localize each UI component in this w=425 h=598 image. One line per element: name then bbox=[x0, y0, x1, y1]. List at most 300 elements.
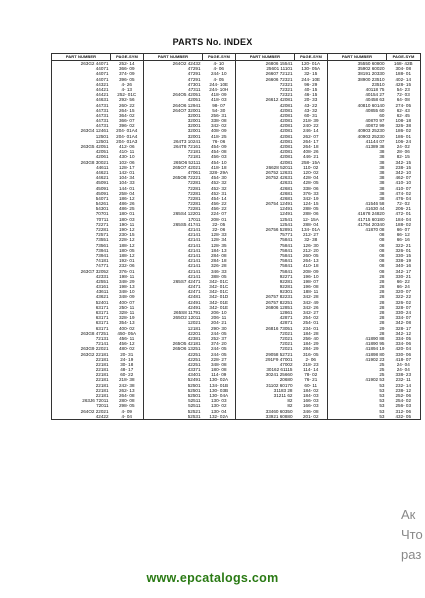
part-number-cell: 54301 bbox=[52, 206, 111, 211]
part-number-cell: 26628 52011 bbox=[236, 165, 295, 170]
page-sym-cell: 130- 04A bbox=[203, 393, 236, 398]
part-number-cell: 265S4 12201 bbox=[144, 211, 203, 216]
page-sym-cell: 292- 56 bbox=[111, 97, 144, 102]
page-sym-cell: 452- 31 bbox=[203, 191, 236, 196]
page-sym-cell: 486- 26 bbox=[111, 201, 144, 206]
part-number-cell: 74771 bbox=[52, 263, 111, 268]
page-sym-cell: 480- 02 bbox=[111, 346, 144, 351]
part-number-cell: 23510 bbox=[328, 82, 387, 87]
page-sym-cell: 196- 08 bbox=[295, 284, 328, 289]
part-number-cell: 42871 bbox=[236, 320, 295, 325]
page-sym-cell: 456- 11 bbox=[111, 336, 144, 341]
page-sym-cell: 104- 34 bbox=[111, 175, 144, 180]
page-sym-cell: 428- 04 bbox=[295, 175, 328, 180]
part-number-cell: 26754 12491 bbox=[236, 201, 295, 206]
part-number-cell: 60 bbox=[328, 113, 387, 118]
page-sym-cell: 454- 30 bbox=[203, 175, 236, 180]
page-sym-cell: 184- 13 bbox=[203, 248, 236, 253]
page-sym-cell: 4- 06 bbox=[203, 66, 236, 71]
part-number-cell: 72281 bbox=[144, 201, 203, 206]
part-number-cell: 08 bbox=[328, 232, 387, 237]
page-sym-cell: 334- 05 bbox=[387, 336, 421, 341]
page-sym-cell: 40- 15 bbox=[295, 87, 328, 92]
page-sym-cell: 30- 18 bbox=[111, 362, 144, 367]
part-number-cell: 44621 bbox=[52, 175, 111, 180]
part-number-cell: 28 bbox=[328, 294, 387, 299]
part-number-cell: 42381 bbox=[144, 336, 203, 341]
part-number-cell: 08 bbox=[328, 248, 387, 253]
page-sym-cell: 374- 20 bbox=[203, 341, 236, 346]
page-sym-cell: 256- 03 bbox=[387, 403, 421, 408]
part-number-cell: 08 bbox=[328, 237, 387, 242]
page-sym-cell: 284- 29 bbox=[295, 346, 328, 351]
part-number-cell: 265S8 11791 bbox=[144, 310, 203, 315]
page-sym-cell: 144- 01 bbox=[111, 186, 144, 191]
page-sym-cell: 180- 08 bbox=[203, 367, 236, 372]
part-number-cell: 42081 bbox=[236, 154, 295, 159]
page-sym-cell: 184- 03 bbox=[295, 393, 328, 398]
part-number-cell: 73561 bbox=[52, 243, 111, 248]
part-number-cell: 63171 bbox=[52, 305, 111, 310]
page-sym-cell: 166- 03 bbox=[295, 398, 328, 403]
page-sym-cell: 2- 06 bbox=[295, 357, 328, 362]
page-sym-cell: 168- 42B bbox=[387, 61, 421, 67]
part-number-cell: 42471 bbox=[144, 289, 203, 294]
part-number-cell: 12541 bbox=[236, 217, 295, 222]
part-number-cell: 12491 bbox=[236, 211, 295, 216]
part-number-cell: 32001 bbox=[144, 134, 203, 139]
page-sym-cell: 24- 02 bbox=[387, 144, 421, 149]
part-number-cell: 26752 42631 bbox=[236, 175, 295, 180]
part-number-cell: 40903 25230 bbox=[328, 134, 387, 139]
page-sym-cell: 400- 07 bbox=[111, 300, 144, 305]
page-sym-cell: 410- 10 bbox=[387, 180, 421, 185]
page-sym-cell: 364- 02 bbox=[111, 113, 144, 118]
page-sym-cell: 244- 05 bbox=[203, 346, 236, 351]
part-number-cell: 42081 bbox=[236, 108, 295, 113]
part-number-cell: 26806 12851 bbox=[236, 305, 295, 310]
page-sym-cell: 346- 33 bbox=[203, 269, 236, 274]
page-sym-cell: 322- 22 bbox=[387, 294, 421, 299]
part-number-cell: 72571 bbox=[52, 232, 111, 237]
page-sym-cell: 206- 10 bbox=[203, 310, 236, 315]
part-number-cell: 31211 62 bbox=[236, 393, 295, 398]
part-number-cell: 26607 72121 bbox=[236, 71, 295, 76]
page-sym-cell: 196- 10 bbox=[295, 274, 328, 279]
page-sym-cell: 108- 18 bbox=[387, 118, 421, 123]
page-sym-cell: 428- 15 bbox=[387, 82, 421, 87]
page-sym-cell: 130- 03B bbox=[203, 388, 236, 393]
part-number-cell: 75841 bbox=[236, 248, 295, 253]
part-number-cell: 26816 73051 bbox=[236, 326, 295, 331]
page-sym-cell: 326- 28 bbox=[203, 263, 236, 268]
page-sym-cell: 212- 20 bbox=[295, 248, 328, 253]
part-number-cell: 42141 bbox=[144, 243, 203, 248]
part-number-cell: 41894 19 bbox=[328, 346, 387, 351]
part-number-cell: 73941 bbox=[52, 253, 111, 258]
page-sym-cell: 366- 09 bbox=[111, 66, 144, 71]
part-number-cell: 44421 bbox=[52, 87, 111, 92]
part-number-cell: 42141 bbox=[144, 258, 203, 263]
page-sym-cell: 342- 12 bbox=[387, 331, 421, 336]
part-number-cell: 53 bbox=[328, 409, 387, 414]
page-sym-cell: 244- 10 bbox=[203, 71, 236, 76]
part-number-cell: 72281 bbox=[52, 227, 111, 232]
part-number-cell: 92271 bbox=[236, 274, 295, 279]
page-sym-cell: 224- 07 bbox=[203, 211, 236, 216]
part-number-cell: 42141 bbox=[144, 274, 203, 279]
part-number-cell: 42141 bbox=[144, 269, 203, 274]
part-number-cell: 52501 bbox=[144, 383, 203, 388]
page-sym-cell: 244- 05 bbox=[203, 352, 236, 357]
part-number-cell: 42681 bbox=[236, 186, 295, 191]
page-sym-cell: 128- 33 bbox=[203, 232, 236, 237]
page-sym-cell: 472- 01 bbox=[387, 211, 421, 216]
page-sym-cell: 24- 19 bbox=[111, 357, 144, 362]
page-sym-cell: 348- 09 bbox=[111, 294, 144, 299]
page-sym-cell: 284- 18 bbox=[203, 258, 236, 263]
page-sym-cell: 114- 09 bbox=[203, 372, 236, 377]
part-number-cell: 63171 bbox=[52, 310, 111, 315]
page-sym-cell: 428- 05 bbox=[295, 180, 328, 185]
page-sym-cell: 338- 23 bbox=[387, 372, 421, 377]
page-sym-cell: 452- 32 bbox=[203, 180, 236, 185]
part-number-cell: 26757 82251 bbox=[236, 300, 295, 305]
page-sym-cell: 54- 23 bbox=[387, 87, 421, 92]
page-sym-cell: 66- 24 bbox=[387, 284, 421, 289]
part-number-cell: 72321 bbox=[236, 92, 295, 97]
part-number-cell: 41890 95 bbox=[328, 341, 387, 346]
part-number-cell: 263J6 72011 bbox=[52, 398, 111, 403]
page-sym-cell: 256- 31 bbox=[203, 113, 236, 118]
page-sym-cell: 228- 12 bbox=[111, 237, 144, 242]
page-sym-cell: 402- 14 bbox=[387, 77, 421, 82]
page-sym-cell: 204- 01A4 bbox=[111, 128, 144, 133]
part-number-cell: 44071 bbox=[52, 77, 111, 82]
page-sym-cell: 130- 02 bbox=[203, 403, 236, 408]
page-sym-cell: 114- 14 bbox=[295, 367, 328, 372]
part-number-cell: 26806 15541 bbox=[236, 61, 295, 67]
part-number-cell: 92301 bbox=[236, 289, 295, 294]
page-sym-cell: 408- 26 bbox=[295, 149, 328, 154]
part-number-cell: 42141 bbox=[144, 248, 203, 253]
part-number-cell: 42481 bbox=[144, 294, 203, 299]
page-sym-cell: 342- 01E bbox=[203, 305, 236, 310]
page-sym-cell: 290- 30 bbox=[203, 326, 236, 331]
page-sym-cell: 66- 16 bbox=[387, 237, 421, 242]
part-number-cell: 75841 bbox=[236, 269, 295, 274]
part-number-cell: 42681 bbox=[236, 191, 295, 196]
part-number-cell: 43161 bbox=[52, 284, 111, 289]
page-sym-cell: 376- 01 bbox=[111, 269, 144, 274]
page-sym-cell: 348- 29 bbox=[111, 279, 144, 284]
overlay-line: Что bbox=[401, 527, 423, 542]
page-sym-cell: 124- 15 bbox=[295, 201, 328, 206]
header-page-sym: PAGE-SYM bbox=[295, 54, 328, 61]
part-number-cell: 72281 bbox=[144, 180, 203, 185]
part-number-cell: 263G5 42051 bbox=[52, 144, 111, 149]
page-sym-cell: 418- 18 bbox=[203, 165, 236, 170]
page-sym-cell: 412- 06 bbox=[111, 144, 144, 149]
page-sym-cell: 32- 15 bbox=[295, 71, 328, 76]
page-sym-cell: 342- 10 bbox=[387, 170, 421, 175]
part-number-cell: 264O5 42051 bbox=[144, 92, 203, 97]
page-sym-cell: 342- 26 bbox=[295, 305, 328, 310]
page-sym-cell: 198- 07 bbox=[295, 279, 328, 284]
page-sym-cell: 130- 02A bbox=[203, 377, 236, 382]
page-sym-cell: 258- 04 bbox=[111, 191, 144, 196]
part-number-cell: 72021 bbox=[236, 346, 295, 351]
part-number-cell: 42081 bbox=[236, 139, 295, 144]
part-number-cell: 28 bbox=[328, 289, 387, 294]
part-number-cell: 42331 bbox=[52, 274, 111, 279]
part-number-cell: 38 bbox=[328, 191, 387, 196]
part-number-cell: 28 bbox=[328, 300, 387, 305]
page-sym-cell: 102- 06 bbox=[111, 160, 144, 165]
page-sym-cell: 128- 35 bbox=[203, 243, 236, 248]
page-sym-cell: 342- 19 bbox=[295, 196, 328, 201]
header-page-sym: PAGE-SYM bbox=[111, 54, 144, 61]
part-number-cell: 263G8 30021 bbox=[52, 160, 111, 165]
page-sym-cell: 198- 13 bbox=[111, 284, 144, 289]
page-sym-cell: 262- 13 bbox=[111, 388, 144, 393]
page-sym-cell: 342- 01C bbox=[203, 279, 236, 284]
page-sym-cell: 198- 11 bbox=[111, 274, 144, 279]
part-number-cell: 41902 23 bbox=[328, 357, 387, 362]
page-sym-cell: 120- 02 bbox=[295, 170, 328, 175]
part-number-cell: 72321 bbox=[236, 87, 295, 92]
page-sym-cell: 342- 01C bbox=[203, 289, 236, 294]
page-sym-cell: 60- 31 bbox=[295, 113, 328, 118]
part-number-cell: 42551 bbox=[52, 279, 111, 284]
part-number-cell: 12861 bbox=[236, 310, 295, 315]
page-sym-cell: 62- 43 bbox=[387, 108, 421, 113]
page-sym-cell: 330- 21 bbox=[387, 274, 421, 279]
part-number-cell: 82 bbox=[236, 398, 295, 403]
page-sym-cell: 66- 12 bbox=[387, 232, 421, 237]
part-number-cell: 52511 bbox=[144, 398, 203, 403]
part-number-cell: 41546 58 bbox=[328, 201, 387, 206]
part-number-cell: 52501 bbox=[144, 388, 203, 393]
page-sym-cell: 326- 02 bbox=[387, 300, 421, 305]
page-sym-cell: 254- 01 bbox=[295, 320, 328, 325]
page-sym-cell: 260- 05 bbox=[295, 253, 328, 258]
page-sym-cell: 252- 01C bbox=[111, 92, 144, 97]
part-number-cell: 22181 bbox=[52, 383, 111, 388]
part-number-cell: 291F9 47001 bbox=[236, 357, 295, 362]
part-number-cell: 12181 bbox=[144, 326, 203, 331]
part-number-cell: 12501 bbox=[52, 134, 111, 139]
part-number-cell: 12501 bbox=[52, 139, 111, 144]
page-sym-cell: 264- 15 bbox=[111, 108, 144, 113]
part-number-cell: 25 bbox=[328, 372, 387, 377]
part-number-cell: 53 bbox=[328, 398, 387, 403]
part-number-cell: 28 bbox=[328, 320, 387, 325]
page-sym-cell: 252- 37 bbox=[203, 336, 236, 341]
page-sym-cell: 240- 22 bbox=[295, 123, 328, 128]
part-number-cell: 12541 bbox=[236, 222, 295, 227]
page-sym-cell: 184- 02 bbox=[295, 388, 328, 393]
part-number-cell: 12491 bbox=[236, 206, 295, 211]
part-number-cell: 82 bbox=[236, 403, 295, 408]
part-number-cell: 22181 bbox=[52, 362, 111, 367]
part-number-cell: 42081 bbox=[236, 149, 295, 154]
part-number-cell: 28 bbox=[328, 331, 387, 336]
page-sym-cell: 204- 21 bbox=[203, 320, 236, 325]
part-number-cell: 47061 bbox=[144, 170, 203, 175]
watermark-link[interactable]: www.epcatalogs.com bbox=[146, 571, 279, 585]
page-sym-cell: 32- 38 bbox=[295, 237, 328, 242]
page-sym-cell: 218- 23 bbox=[295, 362, 328, 367]
side-overlay-text bbox=[395, 505, 425, 565]
part-number-cell: 42422 bbox=[52, 414, 111, 420]
part-number-cell: 44621 bbox=[52, 170, 111, 175]
page-sym-cell: 20- 33 bbox=[295, 97, 328, 102]
page-sym-cell: 410- 11 bbox=[111, 149, 144, 154]
part-number-cell: 44071 bbox=[52, 71, 111, 76]
page-sym-cell: 12- 15A bbox=[295, 217, 328, 222]
part-number-cell: 26752 12631 bbox=[236, 170, 295, 175]
part-number-cell: 47301 bbox=[144, 82, 203, 87]
part-number-cell: 42081 bbox=[236, 160, 295, 165]
part-number-cell: 72281 bbox=[144, 196, 203, 201]
header-part-number: PART NUMBER bbox=[328, 54, 387, 61]
part-number-cell: 47291 bbox=[144, 77, 203, 82]
part-number-cell: 42081 bbox=[236, 134, 295, 139]
page-sym-cell: 446- 21 bbox=[295, 154, 328, 159]
page-sym-cell: 322- 21 bbox=[387, 243, 421, 248]
part-number-cell: 41902 53 bbox=[328, 377, 387, 382]
part-number-cell: 28 bbox=[328, 310, 387, 315]
part-number-cell: 44321 bbox=[52, 82, 111, 87]
part-number-cell: 264T8 72161 bbox=[144, 144, 203, 149]
part-number-cell: 42251 bbox=[144, 352, 203, 357]
page-sym-cell: 82- 15 bbox=[387, 154, 421, 159]
page-sym-cell: 410- 18 bbox=[295, 263, 328, 268]
part-number-cell: 53 bbox=[328, 414, 387, 420]
part-number-cell: 42491 bbox=[144, 305, 203, 310]
page-sym-cell: 208- 09 bbox=[295, 269, 328, 274]
part-number-cell: 31102 60170 bbox=[236, 383, 295, 388]
part-number-cell: 20680 bbox=[236, 377, 295, 382]
part-number-cell: 40118 75 bbox=[328, 87, 387, 92]
part-number-cell: 35550 60800 bbox=[328, 61, 387, 67]
part-number-cell: 44731 bbox=[52, 103, 111, 108]
page-sym-cell: 4- 13 bbox=[111, 87, 144, 92]
header-page-sym: PAGE-SYM bbox=[203, 54, 236, 61]
part-number-cell: 45091 bbox=[52, 186, 111, 191]
part-number-cell: 52401 bbox=[52, 300, 111, 305]
page-sym-cell: 342- 15 bbox=[387, 160, 421, 165]
part-number-cell: 42471 bbox=[144, 284, 203, 289]
header-part-number: PART NUMBER bbox=[52, 54, 111, 61]
page-sym-cell: 342- 01C bbox=[203, 284, 236, 289]
part-number-cell: 92281 bbox=[236, 284, 295, 289]
part-number-cell: 44731 bbox=[52, 108, 111, 113]
page-sym-cell: 260- 22 bbox=[111, 103, 144, 108]
part-number-cell: 72021 bbox=[236, 336, 295, 341]
page-sym-cell: 374- 09 bbox=[111, 71, 144, 76]
header-page-sym: PAGE-SYM bbox=[387, 54, 421, 61]
part-number-cell: 44421 bbox=[52, 92, 111, 97]
page-sym-cell: 258- 15A bbox=[295, 160, 328, 165]
page-sym-cell: 456- 03 bbox=[203, 154, 236, 159]
page-sym-cell: 454- 08 bbox=[203, 149, 236, 154]
page-sym-cell: 280- 08 bbox=[111, 398, 144, 403]
part-number-cell: 52501 bbox=[144, 393, 203, 398]
page-sym-cell: 120- 01A bbox=[295, 61, 328, 67]
page-sym-cell: 262- 07 bbox=[295, 134, 328, 139]
part-number-cell: 22181 bbox=[52, 393, 111, 398]
page-sym-cell: 288- 06 bbox=[295, 211, 328, 216]
page-sym-cell: 320- 07 bbox=[387, 289, 421, 294]
page-sym-cell: 126- 30 bbox=[295, 243, 328, 248]
page-sym-cell: 60- 11 bbox=[295, 383, 328, 388]
part-number-cell: 72021 bbox=[236, 341, 295, 346]
part-number-cell: 33460 60350 bbox=[236, 409, 295, 414]
part-number-cell: 32001 bbox=[144, 128, 203, 133]
page-sym-cell: 180- 01 bbox=[111, 211, 144, 216]
page-sym-cell: 474- 02 bbox=[387, 191, 421, 196]
part-number-cell: 53 bbox=[328, 383, 387, 388]
page-sym-cell: 132- 02A bbox=[203, 414, 236, 420]
part-number-cell: 265O5 42181 bbox=[144, 341, 203, 346]
page-sym-cell: 452- 32 bbox=[203, 186, 236, 191]
table-header-row bbox=[52, 54, 421, 61]
part-number-cell: 41870 08 bbox=[328, 227, 387, 232]
parts-index-table bbox=[51, 53, 421, 420]
page-sym-cell: 254- 02 bbox=[295, 315, 328, 320]
part-number-cell: 38900 23510 bbox=[328, 77, 387, 82]
part-number-cell: 30162 61115 bbox=[236, 367, 295, 372]
part-number-cell: 42491 bbox=[144, 300, 203, 305]
page-sym-cell: 328- 19 bbox=[111, 315, 144, 320]
part-number-cell: 43401 bbox=[144, 372, 203, 377]
page-sym-cell: 228- 27 bbox=[203, 357, 236, 362]
page-sym-cell: 376- 33 bbox=[295, 191, 328, 196]
part-number-cell: 264O2 22021 bbox=[52, 409, 111, 414]
part-number-cell: 12021 bbox=[144, 320, 203, 325]
header-part-number: PART NUMBER bbox=[236, 54, 295, 61]
page-sym-cell: 104- 33 bbox=[111, 180, 144, 185]
page-sym-cell: 78- 02 bbox=[295, 372, 328, 377]
part-number-cell: 63171 bbox=[52, 320, 111, 325]
part-number-cell: 26756 52891 bbox=[236, 227, 295, 232]
part-number-cell: 42631 bbox=[236, 180, 295, 185]
page-sym-cell: 4- 10 bbox=[203, 61, 236, 67]
part-number-cell: 28 bbox=[328, 279, 387, 284]
part-number-cell: 52511 bbox=[144, 403, 203, 408]
page-sym-cell: 72- 02 bbox=[387, 201, 421, 206]
page-sym-cell: 180- 05 bbox=[111, 248, 144, 253]
page-sym-cell: 342- 27 bbox=[295, 310, 328, 315]
page-sym-cell: 62- 45 bbox=[387, 113, 421, 118]
page-sym-cell: 396- 05 bbox=[111, 77, 144, 82]
page-sym-cell: 188- 01 bbox=[387, 71, 421, 76]
part-number-cell: 38 bbox=[328, 160, 387, 165]
page-sym-cell: 46- 15 bbox=[295, 92, 328, 97]
part-number-cell: 265S5 41741 bbox=[144, 222, 203, 227]
page-sym-cell: 342- 08 bbox=[387, 320, 421, 325]
page-sym-cell: 430- 10 bbox=[111, 154, 144, 159]
overlay-line: Ак bbox=[401, 507, 416, 522]
part-number-cell: 72281 bbox=[144, 206, 203, 211]
part-number-cell: 44731 bbox=[52, 123, 111, 128]
page-sym-cell: 342- 01D bbox=[203, 294, 236, 299]
part-number-cell: 41898 80 bbox=[328, 352, 387, 357]
page-sym-cell: 264- 08 bbox=[111, 393, 144, 398]
part-number-cell: 72141 bbox=[52, 341, 111, 346]
